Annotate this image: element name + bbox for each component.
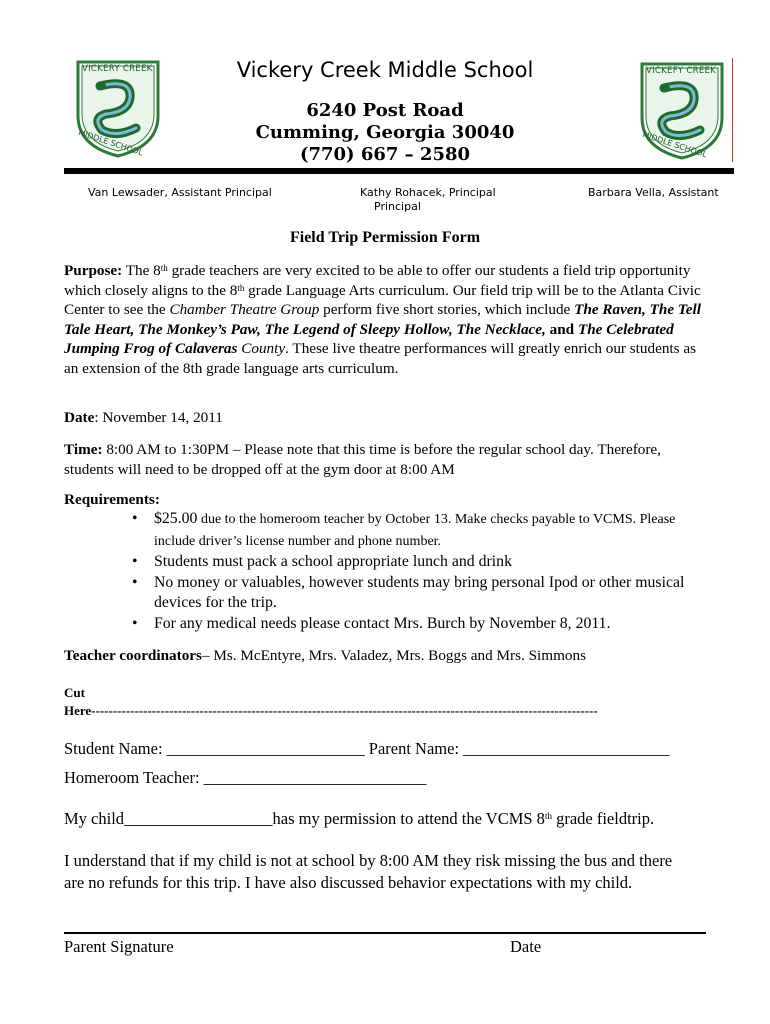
requirements-list bbox=[132, 509, 692, 634]
staff-center-overflow-clip bbox=[374, 200, 454, 213]
permission-line bbox=[64, 808, 654, 830]
form-title: Field Trip Permission Form bbox=[289, 229, 481, 246]
purpose-text: grade Language Arts curriculum. Our field trip will be to the Atlanta Civic Center to see the bbox=[64, 281, 701, 319]
list-item bbox=[132, 509, 692, 552]
address-line-1: 6240 Post Road bbox=[306, 100, 464, 121]
time-paragraph bbox=[64, 440, 714, 479]
logo-text-bottom: MIDDLE SCHOOL bbox=[641, 130, 709, 160]
permission-text: My child__________________has my permission to attend the VCMS 8 bbox=[64, 809, 545, 828]
staff-center-overflow: Principal bbox=[374, 200, 421, 213]
staff-left: Van Lewsader, Assistant Principal bbox=[88, 186, 272, 199]
logo-text-top: VICKEFY CREEK bbox=[646, 66, 717, 76]
signature-date-label: Date bbox=[510, 937, 542, 956]
phone-number: (770) 667 – 2580 bbox=[299, 144, 471, 165]
cut-label: Cut bbox=[64, 685, 85, 700]
date-label: Date bbox=[64, 409, 95, 426]
purpose-and: and bbox=[545, 320, 578, 338]
logo-text-bottom: MIDDLE SCHOOL bbox=[77, 128, 145, 158]
req-text: Students must pack a school appropriate lunch and drink bbox=[154, 553, 512, 570]
req-text: due to the homeroom teacher by October 13. Make checks payable to VCMS. Please include driver’s license number and phone number. bbox=[154, 512, 676, 549]
staff-right: Barbara Vella, Assistant bbox=[588, 186, 719, 199]
address-line-2: Cumming, Georgia 30040 bbox=[255, 122, 515, 143]
logo-text-top: VICKERY CREEK bbox=[82, 64, 153, 74]
purpose-sup: th bbox=[237, 282, 245, 293]
header-rule bbox=[64, 168, 734, 174]
purpose-text: grade teachers are very excited to be able to offer our students a field trip opportunity which closely aligns to the 8 bbox=[64, 262, 691, 299]
theatre-group: Chamber Theatre Group bbox=[169, 301, 320, 319]
purpose-text: perform five short stories, which include bbox=[319, 301, 575, 319]
req-text: For any medical needs please contact Mrs. Burch by November 8, 2011. bbox=[154, 614, 611, 632]
amount: $25.00 bbox=[154, 510, 198, 527]
homeroom-line: Homeroom Teacher: ___________________________ bbox=[64, 768, 427, 787]
req-text: No money or valuables, however students may bring personal Ipod or other musical devices for the trip. bbox=[154, 573, 685, 611]
list-item bbox=[132, 573, 692, 614]
list-item bbox=[132, 552, 692, 573]
staff-center: Kathy Rohacek, Principal bbox=[360, 186, 496, 199]
phone-clip bbox=[0, 144, 770, 164]
permission-text: grade fieldtrip. bbox=[551, 809, 655, 828]
permission-sup: th bbox=[544, 811, 552, 821]
date-value: : November 14, 2011 bbox=[94, 409, 223, 426]
coordinators-value: – Ms. McEntyre, Mrs. Valadez, Mrs. Boggs and Mrs. Simmons bbox=[201, 647, 586, 664]
requirements-heading: Requirements: bbox=[64, 491, 160, 508]
purpose-paragraph bbox=[64, 261, 714, 379]
list-item bbox=[132, 614, 692, 635]
signature-rule bbox=[64, 932, 706, 934]
student-parent-line: Student Name: ________________________ Parent Name: _________________________ bbox=[64, 739, 670, 758]
school-name: Vickery Creek Middle School bbox=[236, 58, 534, 82]
purpose-label: Purpose: bbox=[64, 262, 123, 279]
cut-line bbox=[64, 684, 724, 720]
story-title-frog: The Celebrated Jumping Frog of Calaveras bbox=[64, 320, 674, 358]
purpose-text: . These live theatre performances will greatly enrich our students as an extension of the 8th grade language arts curriculum. bbox=[64, 340, 696, 377]
time-value: 8:00 AM to 1:30PM – Please note that this time is before the regular school day. Therefore, students will need to be dropped off at the gym door at 8:00 AM bbox=[64, 441, 661, 478]
requirements-label bbox=[64, 490, 714, 510]
time-label: Time: bbox=[64, 441, 103, 458]
signature-label: Parent Signature bbox=[64, 937, 174, 956]
understand-paragraph: I understand that if my child is not at school by 8:00 AM they risk missing the bus and there are no refunds for this trip. I have also discussed behavior expectations with my child. bbox=[64, 851, 673, 892]
coordinators-line bbox=[64, 646, 714, 666]
purpose-sup: th bbox=[160, 263, 168, 273]
date-line bbox=[64, 408, 714, 428]
story-county: County bbox=[237, 340, 286, 358]
purpose-text: The 8 bbox=[125, 262, 161, 279]
coordinators-label: Teacher coordinators bbox=[64, 647, 202, 664]
story-titles: The Raven, The Tell Tale Heart, The Monkey’s Paw, The Legend of Sleepy Hollow, The Necklace, bbox=[64, 301, 701, 338]
cut-here-dashes: Here--------------------------------------------------------------------------------------------------------------------- bbox=[64, 703, 598, 718]
